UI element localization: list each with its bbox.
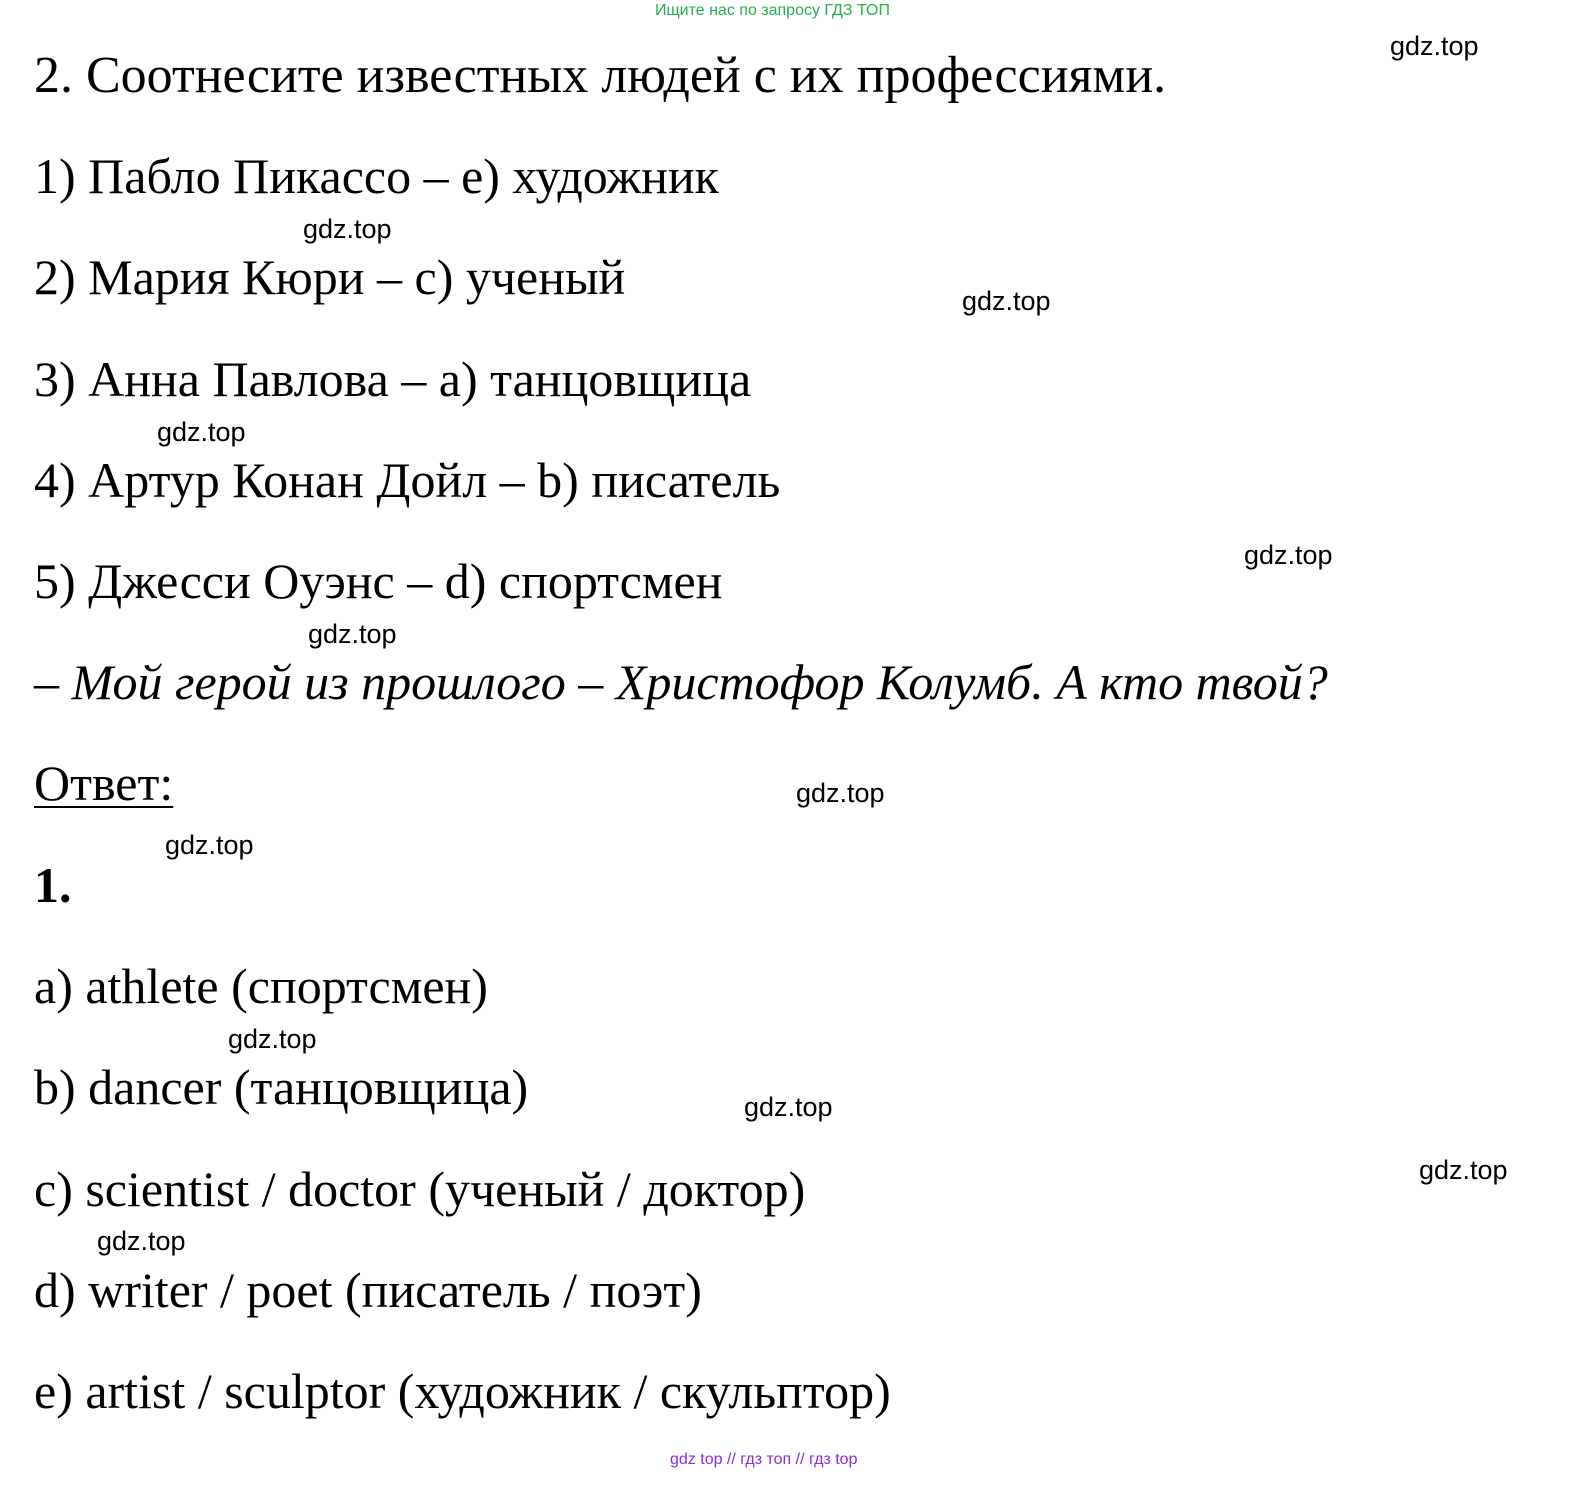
- watermark: gdz.top: [962, 286, 1051, 316]
- answer-item: b) dancer (танцовщица): [34, 1059, 529, 1115]
- watermark: gdz.top: [308, 619, 397, 649]
- task-item: 3) Анна Павлова – a) танцовщица: [34, 351, 752, 407]
- bottom-banner: gdz top // гдз топ // гдз top: [670, 1451, 858, 1468]
- watermark: gdz.top: [1244, 540, 1333, 570]
- watermark: gdz.top: [303, 214, 392, 244]
- task-item: 5) Джесси Оуэнс – d) спортсмен: [34, 553, 723, 609]
- answer-section-number: 1.: [34, 857, 72, 913]
- watermark: gdz.top: [97, 1226, 186, 1256]
- task-item: 1) Пабло Пикассо – e) художник: [34, 148, 719, 204]
- watermark: gdz.top: [1390, 31, 1479, 61]
- task-title: 2. Соотнесите известных людей с их профессиями.: [34, 47, 1167, 104]
- task-dialogue: – Мой герой из прошлого – Христофор Колумб. А кто твой?: [34, 654, 1328, 710]
- task-item: 2) Мария Кюри – c) ученый: [34, 249, 626, 305]
- watermark: gdz.top: [157, 417, 246, 447]
- answer-item: a) athlete (спортсмен): [34, 958, 488, 1014]
- watermark: gdz.top: [796, 778, 885, 808]
- answer-item: e) artist / sculptor (художник / скульптор): [34, 1363, 891, 1419]
- watermark: gdz.top: [165, 830, 254, 860]
- answer-item: c) scientist / doctor (ученый / доктор): [34, 1161, 806, 1217]
- answer-item: d) writer / poet (писатель / поэт): [34, 1262, 702, 1318]
- top-banner: Ищите нас по запросу ГДЗ ТОП: [655, 2, 890, 19]
- answer-heading: Ответ:: [34, 755, 174, 811]
- watermark: gdz.top: [1419, 1155, 1508, 1185]
- task-item: 4) Артур Конан Дойл – b) писатель: [34, 452, 781, 508]
- watermark: gdz.top: [744, 1092, 833, 1122]
- watermark: gdz.top: [228, 1024, 317, 1054]
